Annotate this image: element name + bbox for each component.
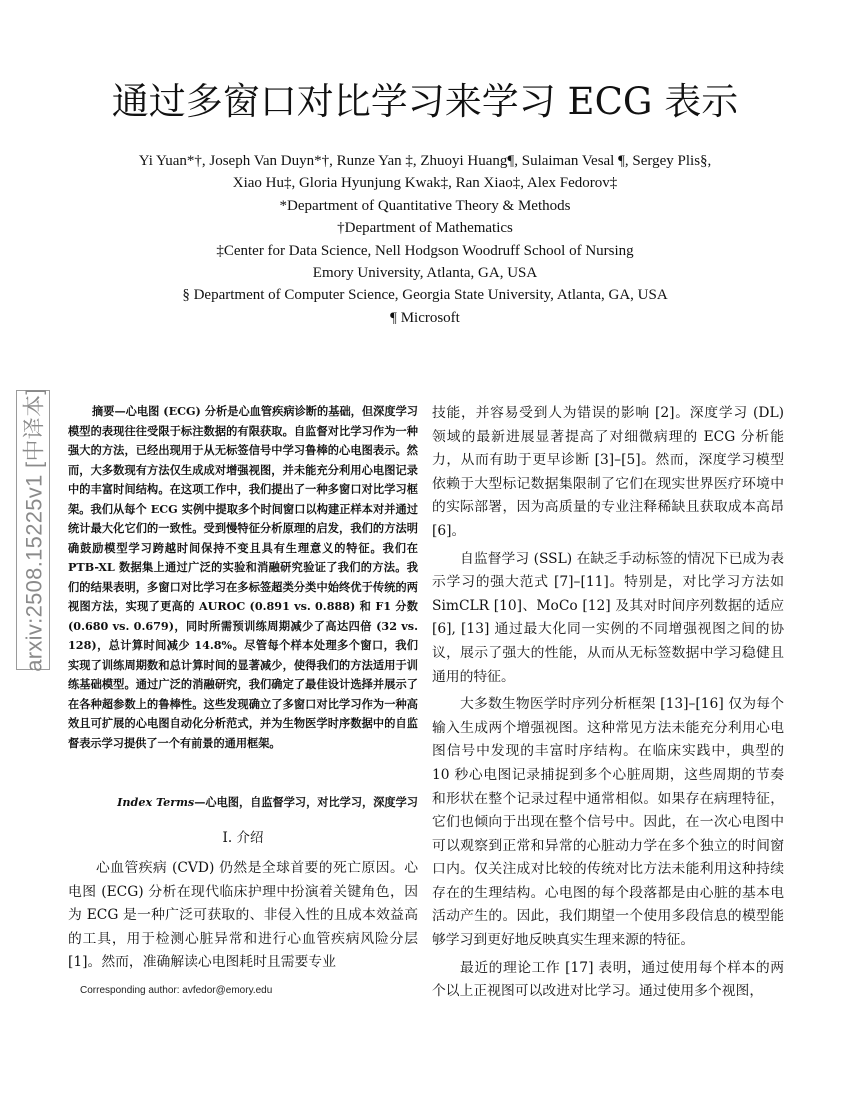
- footnote: Corresponding author: avfedor@emory.edu: [80, 985, 273, 996]
- arxiv-id: arxiv:2508.15225v1 [中译本]: [21, 388, 47, 672]
- index-terms-text: —心电图，自监督学习，对比学习，深度学习: [194, 795, 418, 809]
- affiliation-1: *Department of Quantitative Theory & Methods: [279, 197, 571, 214]
- authors-line-2: Xiao Hu‡, Gloria Hyunjung Kwak‡, Ran Xiao‡, Alex Fedorov‡: [232, 175, 618, 192]
- affiliation-5: § Department of Computer Science, Georgia State University, Atlanta, GA, USA: [182, 287, 668, 304]
- affiliation-2: †Department of Mathematics: [337, 220, 513, 237]
- right-paragraph-2: 自监督学习 (SSL) 在缺乏手动标签的情况下已成为表示学习的强大范式 [7]–[11]。特别是，对比学习方法如 SimCLR [10]、MoCo [12] 及其对时间序列数据的适应 [6], [13] 通过最大化同一实例的不同增强视图之间的协议，展示了强大的性能，从而从无标签数据中学习稳健且通用的特征。: [432, 550, 784, 685]
- section-heading: I. 介绍: [222, 830, 264, 846]
- intro-paragraph: 心血管疾病 (CVD) 仍然是全球首要的死亡原因。心电图 (ECG) 分析在现代临床护理中扮演着关键角色，因为 ECG 是一种广泛可获取的、非侵入性的且成本效益高的工具，用于检测心脏异常和进行心血管疾病风险分层 [1]。然而，准确解读心电图耗时且需要专业: [68, 860, 418, 971]
- affiliation-6: ¶ Microsoft: [390, 309, 460, 326]
- index-terms-label: Index Terms: [117, 795, 195, 809]
- affiliation-4: Emory University, Atlanta, GA, USA: [312, 265, 538, 282]
- right-paragraph-3: 大多数生物医学时序列分析框架 [13]–[16] 仅为每个输入生成两个增强视图。这种常见方法未能充分利用心电图信号中发现的丰富时序结构。在临床实践中，典型的 10 秒心电图记录捕捉到多个心脏周期，这些周期的节奏和形状在整个记录过程中通常相似。如果存在病理特征，它们也倾向于出现在整个信号中。因此，在一次心电图中可以观察到正常和异常的心脏动力学在多个独立的时间窗口内。仅关注成对比较的传统对比方法未能利用这种持续存在的生理结构。心电图的每个段落都是由心脏的基本电活动产生的。因此，我们期望一个使用多段信息的模型能够学习到更好地反映真实生理来源的特征。: [432, 696, 784, 949]
- arxiv-stamp[interactable]: [16, 390, 50, 670]
- paper-title: 通过多窗口对比学习来学习 ECG 表示: [111, 80, 739, 123]
- author-block: [0, 150, 850, 329]
- affiliation-3: ‡Center for Data Science, Nell Hodgson Woodruff School of Nursing: [216, 242, 634, 259]
- index-terms: [68, 793, 418, 813]
- right-column: [432, 402, 784, 1004]
- authors-line-1: Yi Yuan*†, Joseph Van Duyn*†, Runze Yan ‡, Zhuoyi Huang¶, Sulaiman Vesal ¶, Sergey Plis§,: [138, 153, 712, 169]
- right-paragraph-4: 最近的理论工作 [17] 表明，通过使用每个样本的两个以上正视图可以改进对比学习。通过使用多个视图，: [432, 959, 784, 1000]
- abstract: 摘要—心电图 (ECG) 分析是心血管疾病诊断的基础，但深度学习模型的表现往往受限于标注数据的有限获取。自监督对比学习作为一种强大的方法，已经出现用于从无标签信号中学习鲁棒的心电图表示。然而，大多数现有方法仅生成成对增强视图，并未能充分利用心电图记录中的丰富时间结构。在这项工作中，我们提出了一种多窗口对比学习框架。我们从每个 ECG 实例中提取多个时间窗口以构建正样本对并通过统计最大化它们的一致性。受到慢特征分析原理的启发，我们的方法明确鼓励模型学习跨越时间保持不变且具有生理意义的特征。我们在 PTB-XL 数据集上通过广泛的实验和消融研究验证了我们的方法。我们的结果表明，多窗口对比学习在多标签超类分类中始终优于传统的两视图方法，实现了更高的 AUROC (0.891 vs. 0.888) 和 F1 分数 (0.680 vs. 0.679)，同时所需预训练周期减少了高达四倍 (32 vs. 128)，总计算时间减少 14.8%。尽管每个样本处理多个窗口，我们实现了训练周期数和总计算时间的显著减少，使得我们的方法适用于训练基础模型。通过广泛的消融研究，我们确定了最佳设计选择并展示了在各种超参数上的鲁棒性。这些发现确立了多窗口对比学习作为一种高效且可扩展的心电图自动化分析范式，并为生物医学时序数据中的自监督表示学习提供了一个有前景的通用框架。: [68, 404, 418, 750]
- right-paragraph-1: 技能，并容易受到人为错误的影响 [2]。深度学习 (DL) 领域的最新进展显著提高了对细微病理的 ECG 分析能力，从而有助于更早诊断 [3]–[5]。然而，深度学习模型依赖于大型标记数据集限制了它们在现实世界医疗环境中的实际部署，因为高质量的专业注释稀缺且获取成本高昂 [6]。: [432, 405, 784, 539]
